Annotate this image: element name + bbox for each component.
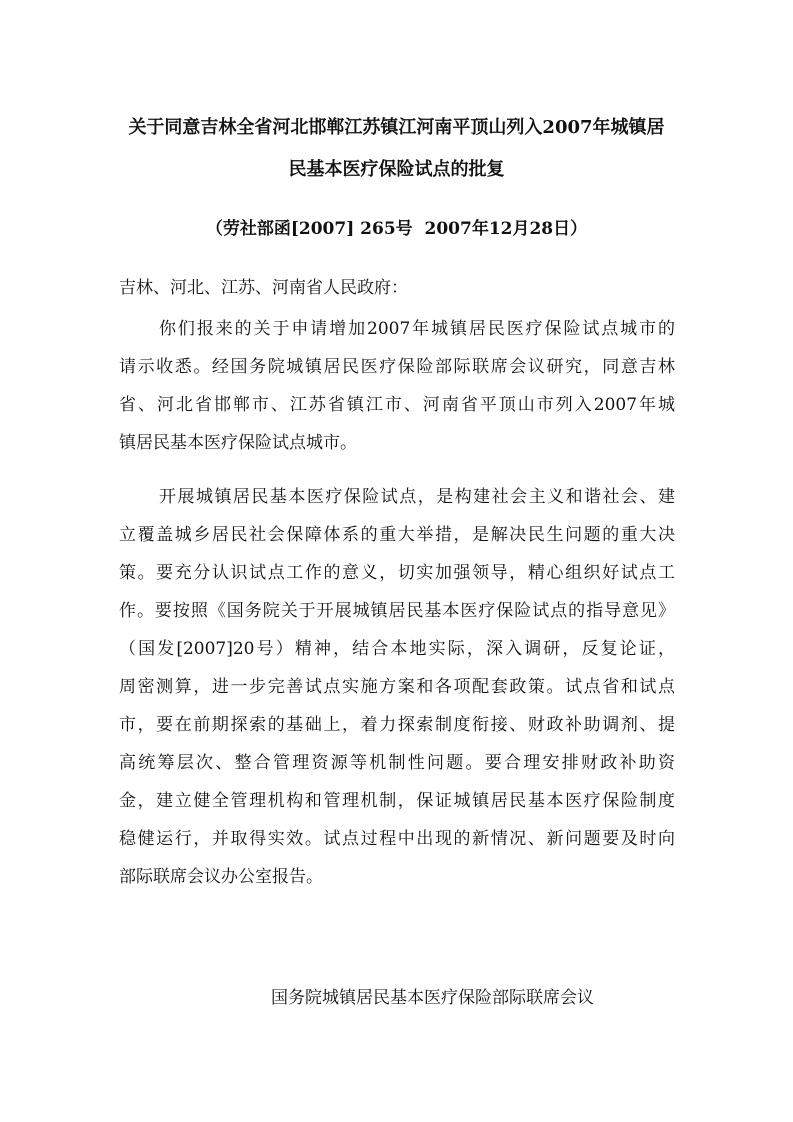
signature: 国务院城镇居民基本医疗保险部际联席会议: [271, 988, 594, 1008]
paragraph-2-line: 周密测算，进一步完善试点实施方案和各项配套政策。试点省和试点: [119, 677, 675, 697]
salutation: 吉林、河北、江苏、河南省人民政府：: [119, 278, 408, 298]
paragraph-2-line: 策。要充分认识试点工作的意义，切实加强领导，精心组织好试点工: [119, 563, 675, 583]
paragraph-2: [119, 485, 675, 903]
paragraph-2-line: （国发[2007]20号）精神，结合本地实际，深入调研，反复论证，: [119, 639, 675, 659]
paragraph-2-line: 高统筹层次、整合管理资源等机制性问题。要合理安排财政补助资: [119, 753, 675, 773]
paragraph-2-line: 市，要在前期探索的基础上，着力探索制度衔接、财政补助调剂、提: [119, 715, 675, 735]
paragraph-2-line: 部际联席会议办公室报告。: [119, 867, 323, 887]
paragraph-2-line: 作。要按照《国务院关于开展城镇居民基本医疗保险试点的指导意见》: [119, 601, 675, 621]
paragraph-1-line: 省、河北省邯郸市、江苏省镇江市、河南省平顶山市列入2007年城: [119, 395, 675, 415]
document-title-line-2: 民基本医疗保险试点的批复: [288, 159, 505, 180]
paragraph-2-line: 金，建立健全管理机构和管理机制，保证城镇居民基本医疗保险制度: [119, 791, 675, 811]
paragraph-2-line: 开展城镇居民基本医疗保险试点，是构建社会主义和谐社会、建: [159, 487, 675, 507]
paragraph-1: [119, 317, 675, 469]
paragraph-1-line: 你们报来的关于申请增加2007年城镇居民医疗保险试点城市的: [159, 319, 675, 339]
paragraph-1-line: 请示收悉。经国务院城镇居民医疗保险部际联席会议研究，同意吉林: [119, 357, 675, 377]
paragraph-1-line: 镇居民基本医疗保险试点城市。: [119, 433, 357, 453]
paragraph-2-line: 立覆盖城乡居民社会保障体系的重大举措，是解决民生问题的重大决: [119, 525, 675, 545]
paragraph-2-line: 稳健运行，并取得实效。试点过程中出现的新情况、新问题要及时向: [119, 829, 675, 849]
document-title-line-1: 关于同意吉林全省河北邯郸江苏镇江河南平顶山列入2007年城镇居: [128, 117, 665, 138]
document-reference: （劳社部函[2007] 265号 2007年12月28日）: [205, 219, 588, 239]
